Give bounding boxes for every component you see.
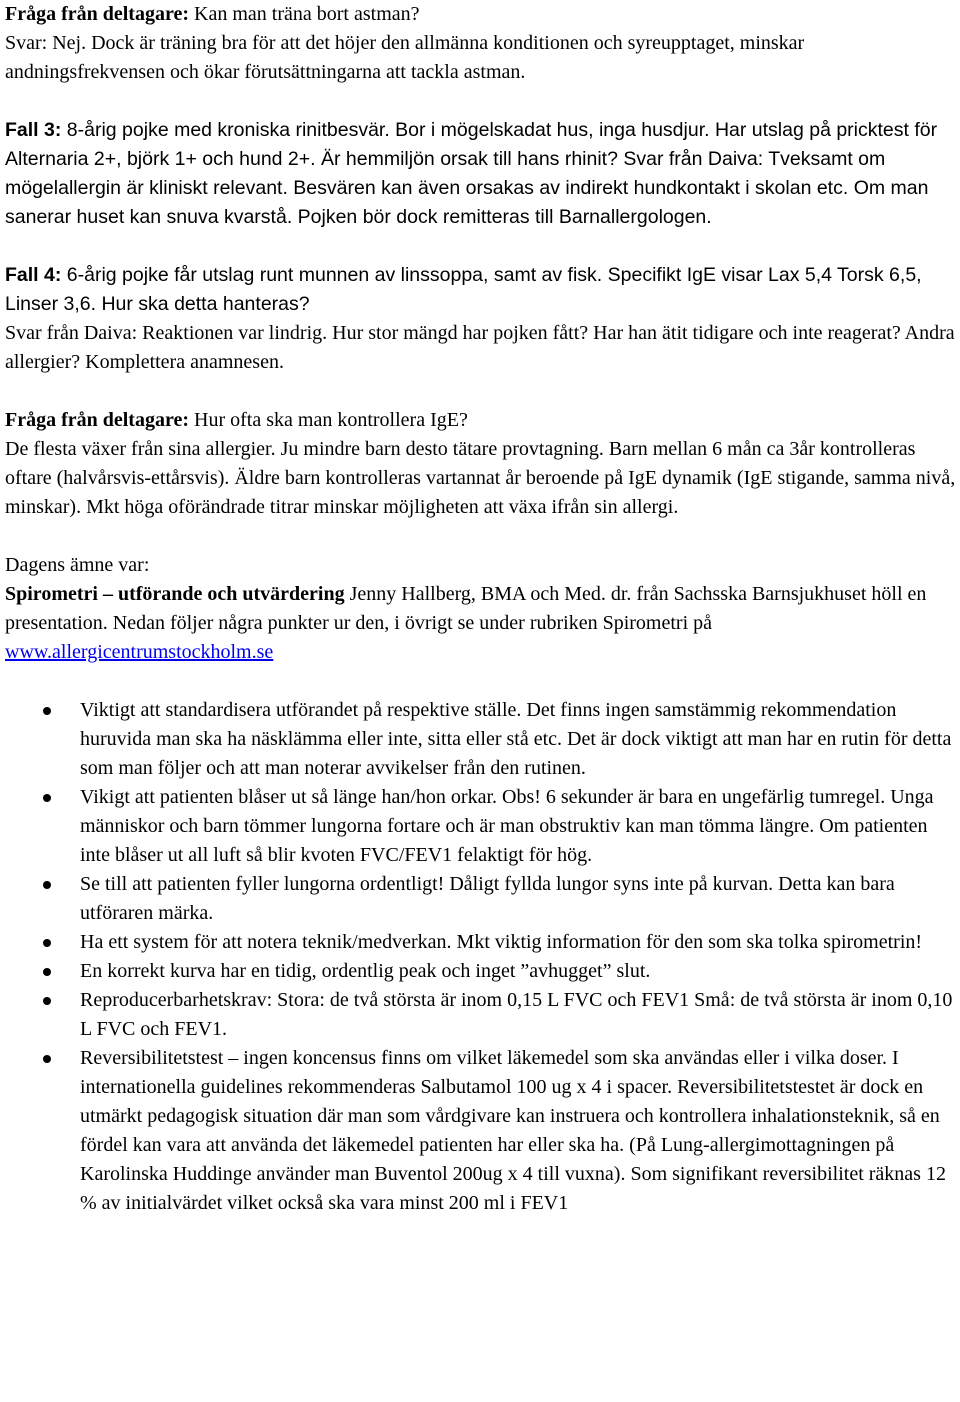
bullet-icon	[43, 707, 51, 715]
answer-1: Svar: Nej. Dock är träning bra för att det höjer den allmänna konditionen och syreupptaget, minskar andningsfrekvensen och ökar förutsättningarna att tackla astman.	[5, 32, 805, 83]
topic-text: Jenny Hallberg, BMA och Med. dr. från Sachsska Barnsjukhuset höll en presentation. Nedan följer några punkter ur den, i övrigt se under rubriken Spirometri på	[5, 583, 927, 634]
case-4-label: Fall 4:	[5, 264, 62, 286]
spirometry-points-list	[5, 696, 960, 1218]
list-item-text: Vikigt att patienten blåser ut så länge han/hon orkar. Obs! 6 sekunder är bara en ungefärlig tumregel. Unga människor och barn tömmer lungorna fortare och är man obstruktiv kan man tömma längre. Om patienten inte blåser ut all luft så blir kvoten FVC/FEV1 felaktigt för hög.	[80, 786, 934, 866]
question-1-label: Fråga från deltagare:	[5, 3, 190, 25]
list-item-text: Reproducerbarhetskrav: Stora: de två största är inom 0,15 L FVC och FEV1 Små: de två största är inom 0,10 L FVC och FEV1.	[80, 989, 953, 1040]
bullet-icon	[43, 997, 51, 1005]
case-3	[5, 116, 960, 232]
allergicentrum-link[interactable]: www.allergicentrumstockholm.se	[5, 641, 274, 663]
bullet-icon	[43, 1055, 51, 1063]
list-item	[5, 928, 960, 957]
list-item	[5, 870, 960, 928]
question-2	[5, 406, 960, 435]
list-item-text: Ha ett system för att notera teknik/medverkan. Mkt viktig information för den som ska tolka spirometrin!	[80, 931, 923, 953]
case-3-label: Fall 3:	[5, 119, 62, 141]
list-item-text: Viktigt att standardisera utförandet på respektive ställe. Det finns ingen samstämmig rekommendation huruvida man ska ha näsklämma eller inte, sitta eller stå etc. Det är dock viktigt att man har en rutin för detta som man följer och att man noterar avvikelser från den rutinen.	[80, 699, 952, 779]
spacer	[5, 522, 960, 551]
list-item	[5, 696, 960, 783]
bullet-icon	[43, 968, 51, 976]
list-item	[5, 783, 960, 870]
case-3-text: 8-årig pojke med kroniska rinitbesvär. Bor i mögelskadat hus, inga husdjur. Har utslag på pricktest för Alternaria 2+, björk 1+ och hund 2+. Är hemmiljön orsak till hans rhinit? Svar från Daiva: Tveksamt om mögelallergin är kliniskt relevant. Besvären kan även orsakas av indirekt hundkontakt i skolan etc. Om man sanerar huset kan snuva kvarstå. Pojken bör dock remitteras till Barnallergologen.	[5, 119, 938, 228]
document-page	[5, 0, 960, 1218]
case-4-text: 6-årig pojke får utslag runt munnen av linssoppa, samt av fisk. Specifikt IgE visar Lax 5,4 Torsk 6,5, Linser 3,6. Hur ska detta hanteras?	[5, 264, 922, 315]
list-item-text: Reversibilitetstest – ingen koncensus finns om vilket läkemedel som ska användas eller i vilka doser. I internationella guidelines rekommenderas Salbutamol 100 ug x 4 i spacer. Reversibilitetstestet är dock en utmärkt pedagogisk situation där man som vårdgivare kan instruera och kontrollera inhalationsteknik, så en fördel kan vara att använda det läkemedel patienten har eller ska ha. (På Lung-allergimottagningen på Karolinska Huddinge använder man Buventol 200ug x 4 till vuxna). Som signifikant reversibilitet räknas 12 % av initialvärdet vilket också ska vara minst 200 ml i FEV1	[80, 1047, 946, 1214]
spacer	[5, 377, 960, 406]
list-item	[5, 1044, 960, 1218]
bullet-icon	[43, 881, 51, 889]
list-item	[5, 986, 960, 1044]
bullet-icon	[43, 794, 51, 802]
answer-2: De flesta växer från sina allergier. Ju mindre barn desto tätare provtagning. Barn mellan 6 mån ca 3år kontrolleras oftare (halvårsvis-ettårsvis). Äldre barn kontrolleras vartannat år beroende på IgE dynamik (IgE stigande, samma nivå, minskar). Mkt höga oförändrade titrar minskar möjligheten att växa ifrån sin allergi.	[5, 438, 956, 518]
list-item-text: En korrekt kurva har en tidig, ordentlig peak och inget ”avhugget” slut.	[80, 960, 651, 982]
topic-paragraph	[5, 580, 960, 667]
question-1-text: Kan man träna bort astman?	[189, 3, 420, 25]
question-2-label: Fråga från deltagare:	[5, 409, 190, 431]
spacer	[5, 87, 960, 116]
bullet-icon	[43, 939, 51, 947]
topic-intro: Dagens ämne var:	[5, 554, 150, 576]
case-4-answer: Svar från Daiva: Reaktionen var lindrig. Hur stor mängd har pojken fått? Har han ätit tidigare och inte reagerat? Andra allergier? Komplettera anamnesen.	[5, 322, 955, 373]
question-2-text: Hur ofta ska man kontrollera IgE?	[189, 409, 468, 431]
topic-title: Spirometri – utförande och utvärdering	[5, 583, 345, 605]
spacer	[5, 232, 960, 261]
list-item-text: Se till att patienten fyller lungorna ordentligt! Dåligt fyllda lungor syns inte på kurvan. Detta kan bara utföraren märka.	[80, 873, 895, 924]
spacer	[5, 667, 960, 696]
case-4	[5, 261, 960, 319]
list-item	[5, 957, 960, 986]
question-1	[5, 0, 960, 29]
